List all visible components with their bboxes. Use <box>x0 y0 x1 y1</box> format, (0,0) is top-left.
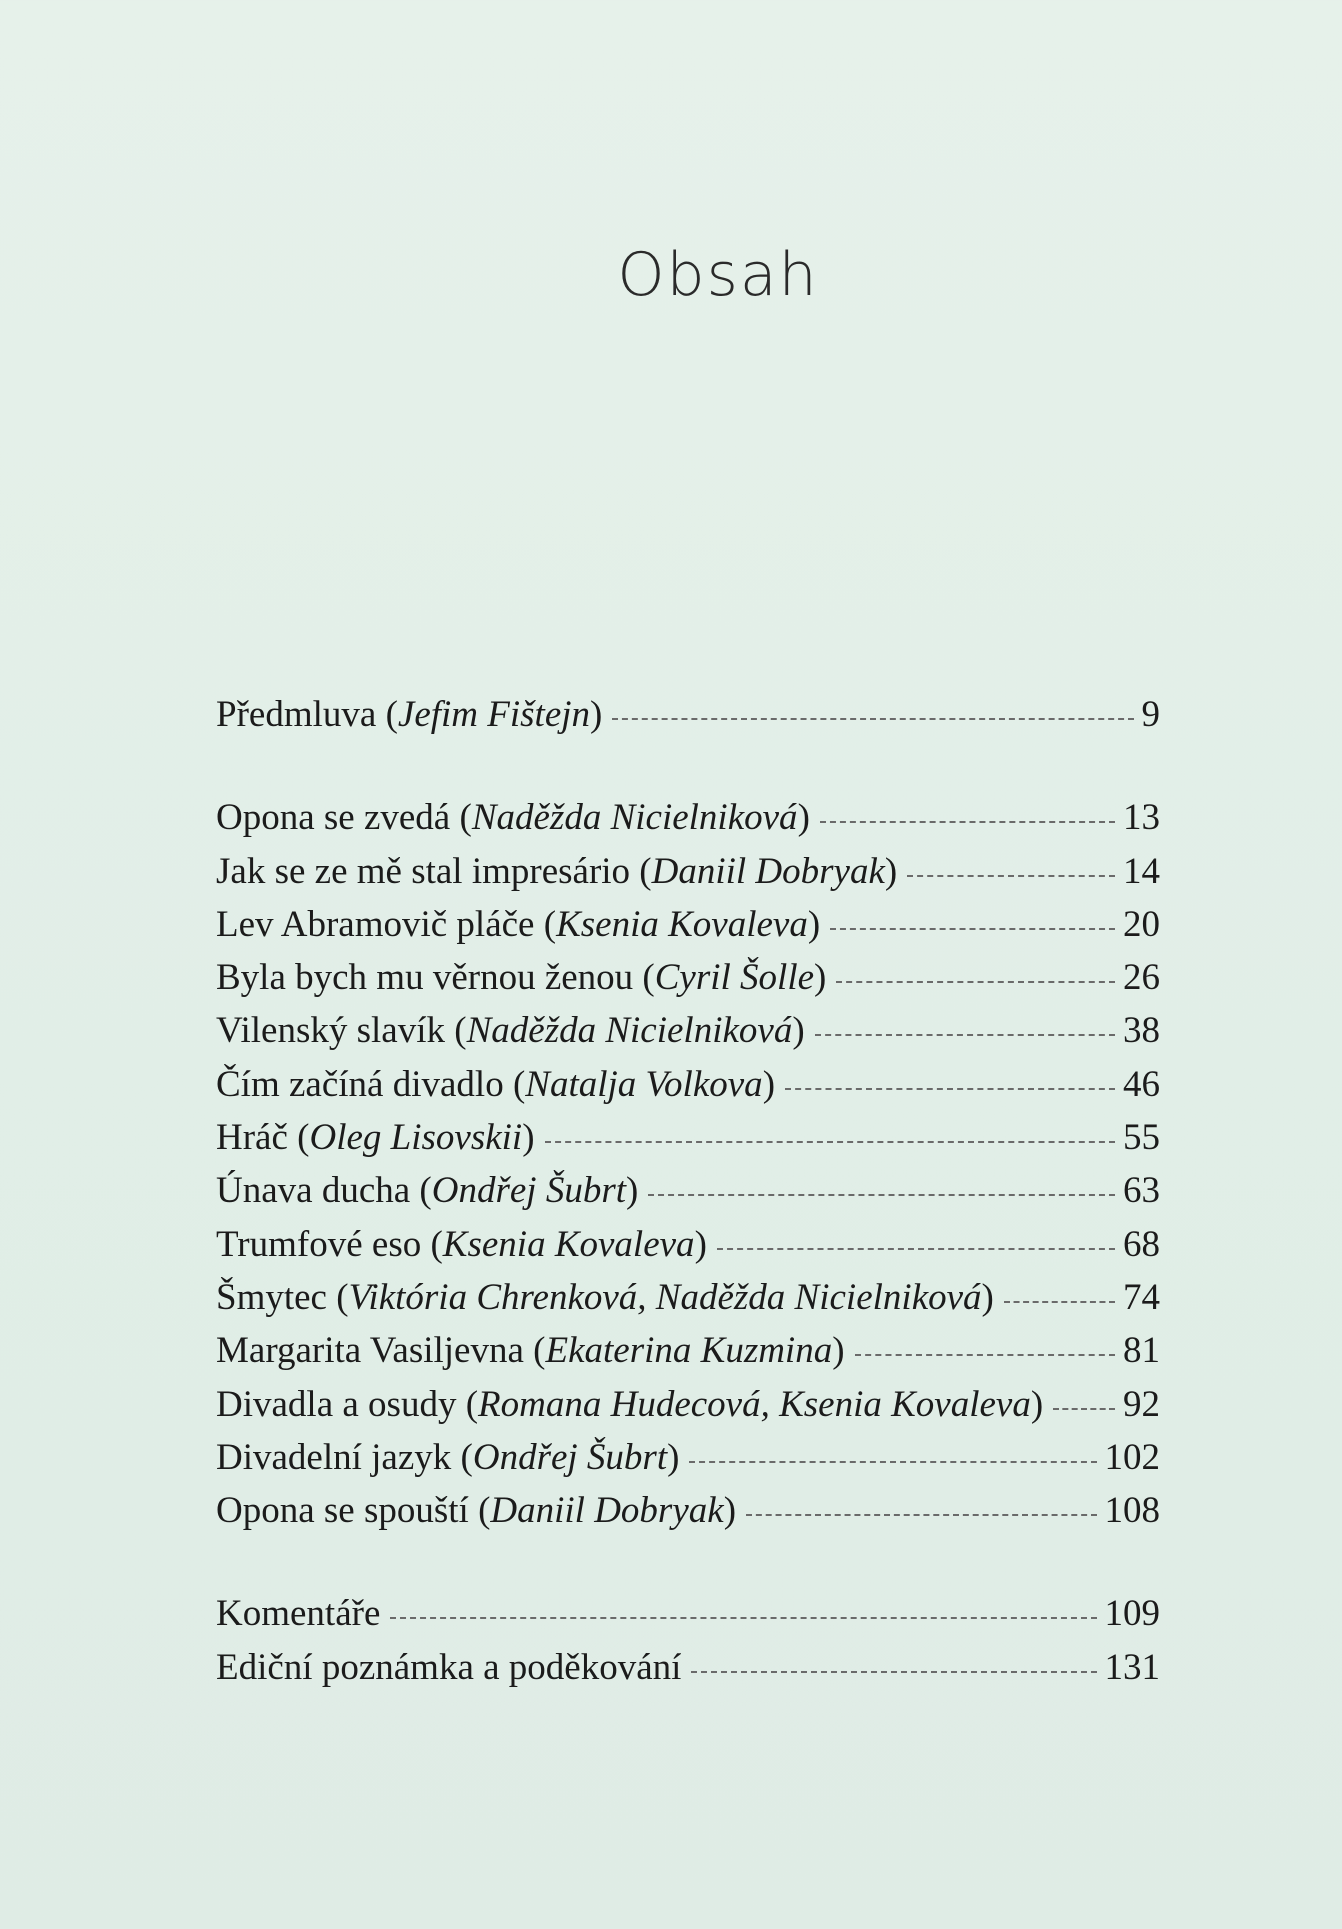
toc-entry-author: Ksenia Kovaleva <box>556 903 808 945</box>
toc-page-number: 102 <box>1104 1436 1160 1478</box>
toc-entry-title: Margarita Vasiljevna (Ekaterina Kuzmina) <box>216 1330 845 1372</box>
dot-leader <box>1053 1408 1115 1410</box>
toc-entry-author: Oleg Lisovskii <box>309 1117 523 1159</box>
toc-page-number: 63 <box>1123 1170 1160 1212</box>
toc-entry[interactable] <box>216 1111 1160 1164</box>
toc-entry[interactable] <box>216 1058 1160 1111</box>
toc-page-number: 81 <box>1123 1330 1160 1372</box>
dot-leader <box>1004 1301 1115 1303</box>
toc-entry-title-text: Divadelní jazyk <box>216 1436 452 1478</box>
toc-entry-title: Lev Abramovič pláče (Ksenia Kovaleva) <box>216 903 821 945</box>
dot-leader <box>648 1194 1115 1196</box>
toc-entry-title: Opona se spouští (Daniil Dobryak) <box>216 1490 737 1532</box>
toc-page-number: 74 <box>1123 1276 1160 1318</box>
toc-entry-title: Trumfové eso (Ksenia Kovaleva) <box>216 1223 707 1265</box>
toc-page-number: 26 <box>1123 957 1160 999</box>
toc-entry-author: Romana Hudecová, Ksenia Kovaleva <box>478 1383 1031 1425</box>
toc-entry-title: Šmytec (Viktória Chrenková, Naděžda Nicielniková) <box>216 1276 994 1318</box>
toc-entry-title: Únava ducha (Ondřej Šubrt) <box>216 1170 639 1212</box>
toc-entry-title: Jak se ze mě stal impresário (Daniil Dobryak) <box>216 850 898 892</box>
toc-entry-author: Jefim Fištejn <box>397 694 591 735</box>
toc-entry-title-text: Únava ducha <box>216 1170 411 1212</box>
dot-leader <box>612 718 1133 720</box>
toc-entry-author: Naděžda Nicielniková <box>471 797 798 839</box>
toc-entry-author: Daniil Dobryak <box>651 850 885 892</box>
toc-entry-title-text: Šmytec <box>216 1276 327 1318</box>
dot-leader <box>836 981 1115 983</box>
dot-leader <box>390 1617 1096 1619</box>
toc-entry-author: Ksenia Kovaleva <box>442 1223 695 1265</box>
toc-entry-title: Divadla a osudy (Romana Hudecová, Ksenia Kovaleva) <box>216 1383 1044 1425</box>
dot-leader <box>820 821 1115 823</box>
dot-leader <box>855 1354 1115 1356</box>
toc-entry-author: Ondřej Šubrt <box>431 1170 626 1212</box>
toc-entry-title-text: Vilenský slavík <box>216 1010 446 1052</box>
toc-entry-title: Opona se zvedá (Naděžda Nicielniková) <box>216 797 810 839</box>
toc-entry[interactable] <box>216 1324 1160 1377</box>
toc-entry-title-text: Čím začíná divadlo <box>216 1063 504 1105</box>
toc-entry-title: Čím začíná divadlo (Natalja Volkova) <box>216 1063 776 1105</box>
toc-page-number: 14 <box>1123 850 1160 892</box>
toc-page-number: 68 <box>1123 1223 1160 1265</box>
toc-entry[interactable] <box>216 1271 1160 1324</box>
dot-leader <box>907 875 1115 877</box>
toc-entry-author: Ondřej Šubrt <box>472 1436 668 1478</box>
toc-page-number: 55 <box>1123 1117 1160 1159</box>
dot-leader <box>815 1034 1115 1036</box>
toc-entry[interactable] <box>216 845 1160 898</box>
dot-leader <box>689 1461 1096 1463</box>
toc-entry-title <box>216 1587 380 1640</box>
toc-entry-title: Vilenský slavík (Naděžda Nicielniková) <box>216 1010 805 1052</box>
toc-entry-author: Viktória Chrenková, Naděžda Nicielniková <box>348 1276 982 1318</box>
toc-entry-author: Natalja Volkova <box>525 1063 763 1105</box>
toc-group <box>216 688 1160 741</box>
toc-page-number: 38 <box>1123 1010 1160 1052</box>
toc-entry[interactable] <box>216 1641 1160 1694</box>
toc-entry-title: Hráč (Oleg Lisovskii) <box>216 1117 535 1159</box>
toc-entry[interactable] <box>216 688 1160 741</box>
dot-leader <box>830 928 1115 930</box>
toc-entry-title-text: Opona se zvedá <box>216 797 451 839</box>
toc-entry-title-text: Opona se spouští <box>216 1490 469 1532</box>
dot-leader <box>717 1248 1115 1250</box>
toc-entry-author: Ekaterina Kuzmina <box>545 1330 833 1372</box>
toc-entry-title-text: Margarita Vasiljevna <box>216 1330 524 1372</box>
toc-entry-title: Předmluva (Jefim Fištejn) <box>216 694 603 735</box>
toc-entry-title-text: Jak se ze mě stal impresário <box>216 850 631 892</box>
toc-entry-title-text: Komentáře <box>216 1593 381 1635</box>
toc-page-number: 109 <box>1104 1593 1160 1635</box>
table-of-contents <box>216 688 1160 1694</box>
toc-page-number: 131 <box>1104 1646 1160 1688</box>
page-title: Obsah <box>617 240 819 310</box>
toc-entry[interactable] <box>216 791 1160 844</box>
toc-page-number: 46 <box>1123 1063 1160 1105</box>
toc-entry[interactable] <box>216 1431 1160 1484</box>
dot-leader <box>691 1671 1096 1673</box>
toc-entry-author: Naděžda Nicielniková <box>466 1010 793 1052</box>
toc-entry-author: Cyril Šolle <box>654 957 815 999</box>
toc-page-number: 108 <box>1104 1490 1160 1532</box>
toc-entry-title-text: Předmluva <box>216 694 377 735</box>
toc-page-number: 92 <box>1123 1383 1160 1425</box>
toc-entry-title-text: Divadla a osudy <box>216 1383 457 1425</box>
toc-entry-title <box>216 1641 681 1694</box>
toc-entry-title-text: Hráč <box>216 1117 288 1159</box>
toc-group <box>216 1587 1160 1694</box>
toc-entry-title-text: Trumfové eso <box>216 1223 422 1265</box>
toc-entry-title-text: Ediční poznámka a poděkování <box>216 1646 682 1688</box>
toc-entry[interactable] <box>216 1164 1160 1217</box>
dot-leader <box>746 1514 1096 1516</box>
dot-leader <box>545 1141 1115 1143</box>
toc-entry[interactable] <box>216 1484 1160 1537</box>
toc-entry[interactable] <box>216 898 1160 951</box>
toc-entry-title: Byla bych mu věrnou ženou (Cyril Šolle) <box>216 957 827 999</box>
toc-entry-author: Daniil Dobryak <box>490 1490 724 1532</box>
toc-page-number: 20 <box>1123 903 1160 945</box>
toc-entry-title: Divadelní jazyk (Ondřej Šubrt) <box>216 1436 680 1478</box>
toc-entry[interactable] <box>216 1218 1160 1271</box>
toc-entry[interactable] <box>216 1004 1160 1057</box>
toc-page-number: 13 <box>1123 797 1160 839</box>
toc-entry[interactable] <box>216 1587 1160 1640</box>
toc-entry[interactable] <box>216 1378 1160 1431</box>
toc-page-number: 9 <box>1141 694 1160 735</box>
toc-entry-title-text: Byla bych mu věrnou ženou <box>216 957 634 999</box>
toc-group <box>216 791 1160 1537</box>
dot-leader <box>785 1088 1115 1090</box>
toc-entry[interactable] <box>216 951 1160 1004</box>
toc-entry-title-text: Lev Abramovič pláče <box>216 903 535 945</box>
